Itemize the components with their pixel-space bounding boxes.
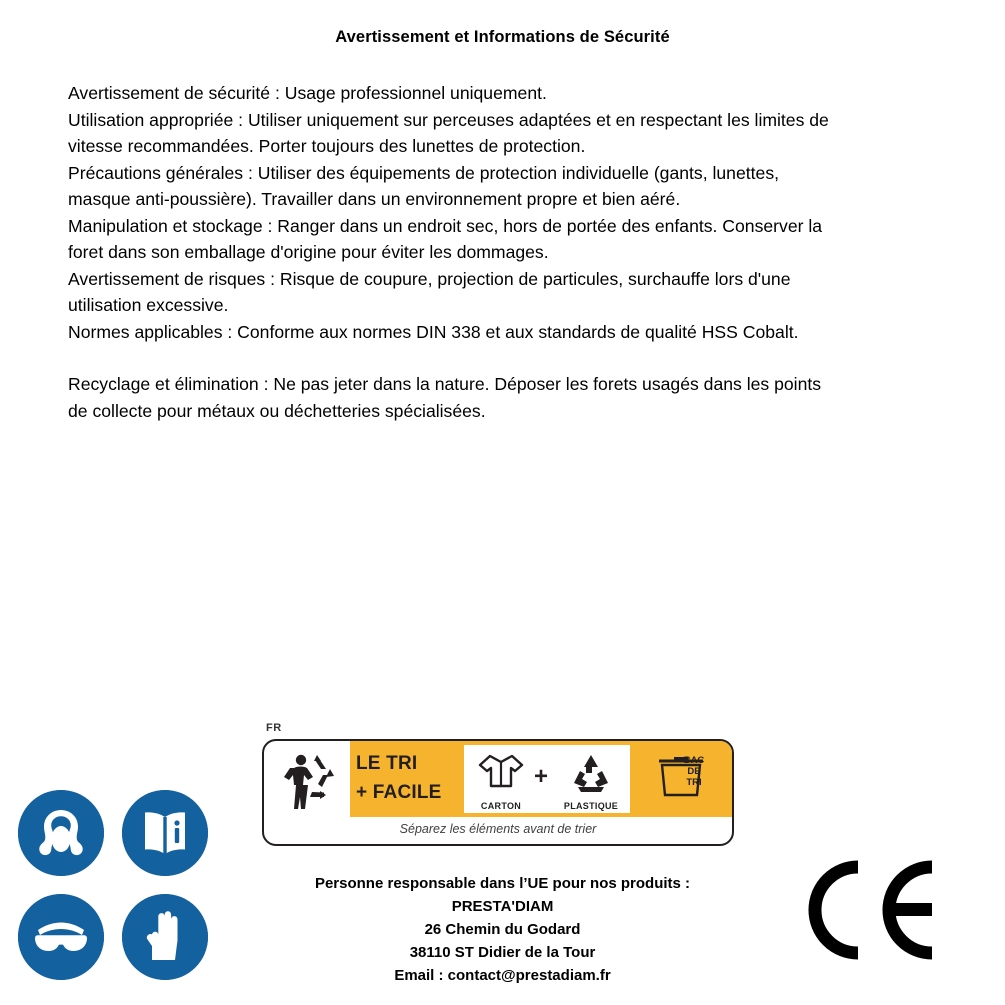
body-line: de collecte pour métaux ou déchetteries spécialisées. [68, 400, 486, 421]
carton-box-icon [472, 747, 530, 795]
responsible-heading-suffix: pour nos produits : [548, 875, 691, 892]
read-instructions-icon [122, 790, 208, 876]
recycling-item-caption: PLASTIQUE [563, 801, 619, 811]
safety-text-block [68, 80, 946, 424]
body-line: Recyclage et élimination : Ne pas jeter dans la nature. Déposer les forets usagés dans les points [68, 374, 822, 394]
recycling-label [262, 722, 732, 848]
recycling-country-code: FR [266, 722, 282, 734]
recycling-headline-line2: + FACILE [356, 782, 442, 803]
recycling-footer-text: Séparez les éléments avant de trier [399, 822, 597, 836]
responsible-heading [0, 872, 1005, 895]
bin-text-line: TRI [686, 777, 702, 788]
body-line: Utilisation appropriée : Utiliser uniquement sur perceuses adaptées et en respectant les limites de [68, 109, 829, 130]
responsible-heading-strong: UE [527, 875, 549, 892]
ear-protection-icon [18, 790, 104, 876]
body-line: Manipulation et stockage : Ranger dans un endroit sec, hors de portée des enfants. Conserver la [68, 215, 823, 236]
recycling-item-caption: CARTON [480, 801, 522, 811]
body-line: utilisation excessive. [68, 295, 229, 315]
recycle-plastic-icon [562, 747, 620, 795]
bin-text-line: BAC [683, 755, 705, 766]
body-line: Avertissement de risques : Risque de coupure, projection de particules, surchauffe lors d'une [68, 268, 791, 289]
recycling-item-carton [466, 747, 536, 813]
recycling-separator: + [534, 763, 549, 790]
paragraph-spacer [68, 345, 946, 371]
bin-text-line: DE [687, 766, 701, 777]
body-line: Normes applicables : Conforme aux normes DIN 338 et aux standards de qualité HSS Cobalt. [68, 321, 799, 342]
body-line: vitesse recommandées. Porter toujours des lunettes de protection. [68, 136, 586, 156]
body-line: foret dans son emballage d'origine pour éviter les dommages. [68, 242, 549, 262]
address-line-2: 38110 ST Didier de la Tour [409, 944, 596, 961]
address-line-1: 26 Chemin du Godard [424, 921, 581, 938]
recycling-bin-text [664, 755, 724, 788]
company-name: PRESTA'DIAM [451, 898, 554, 915]
page-title: Avertissement et Informations de Sécurité [335, 28, 670, 46]
contact-email-line: Email : contact@prestadiam.fr [394, 967, 611, 984]
recycling-item-plastique [556, 747, 626, 813]
recycling-headline [356, 749, 460, 807]
responsible-heading-prefix: Personne responsable dans l’ [314, 875, 528, 892]
recycling-label-box [262, 739, 734, 846]
triman-icon [270, 745, 348, 813]
recycling-headline-line1: LE TRI [356, 753, 418, 774]
body-line: Précautions générales : Utiliser des équipements de protection individuelle (gants, lunettes, [68, 162, 780, 183]
body-line: Avertissement de sécurité : Usage professionnel uniquement. [68, 83, 547, 103]
responsible-person-block [0, 872, 1005, 987]
body-line: masque anti-poussière). Travailler dans un environnement propre et bien aéré. [68, 189, 681, 209]
